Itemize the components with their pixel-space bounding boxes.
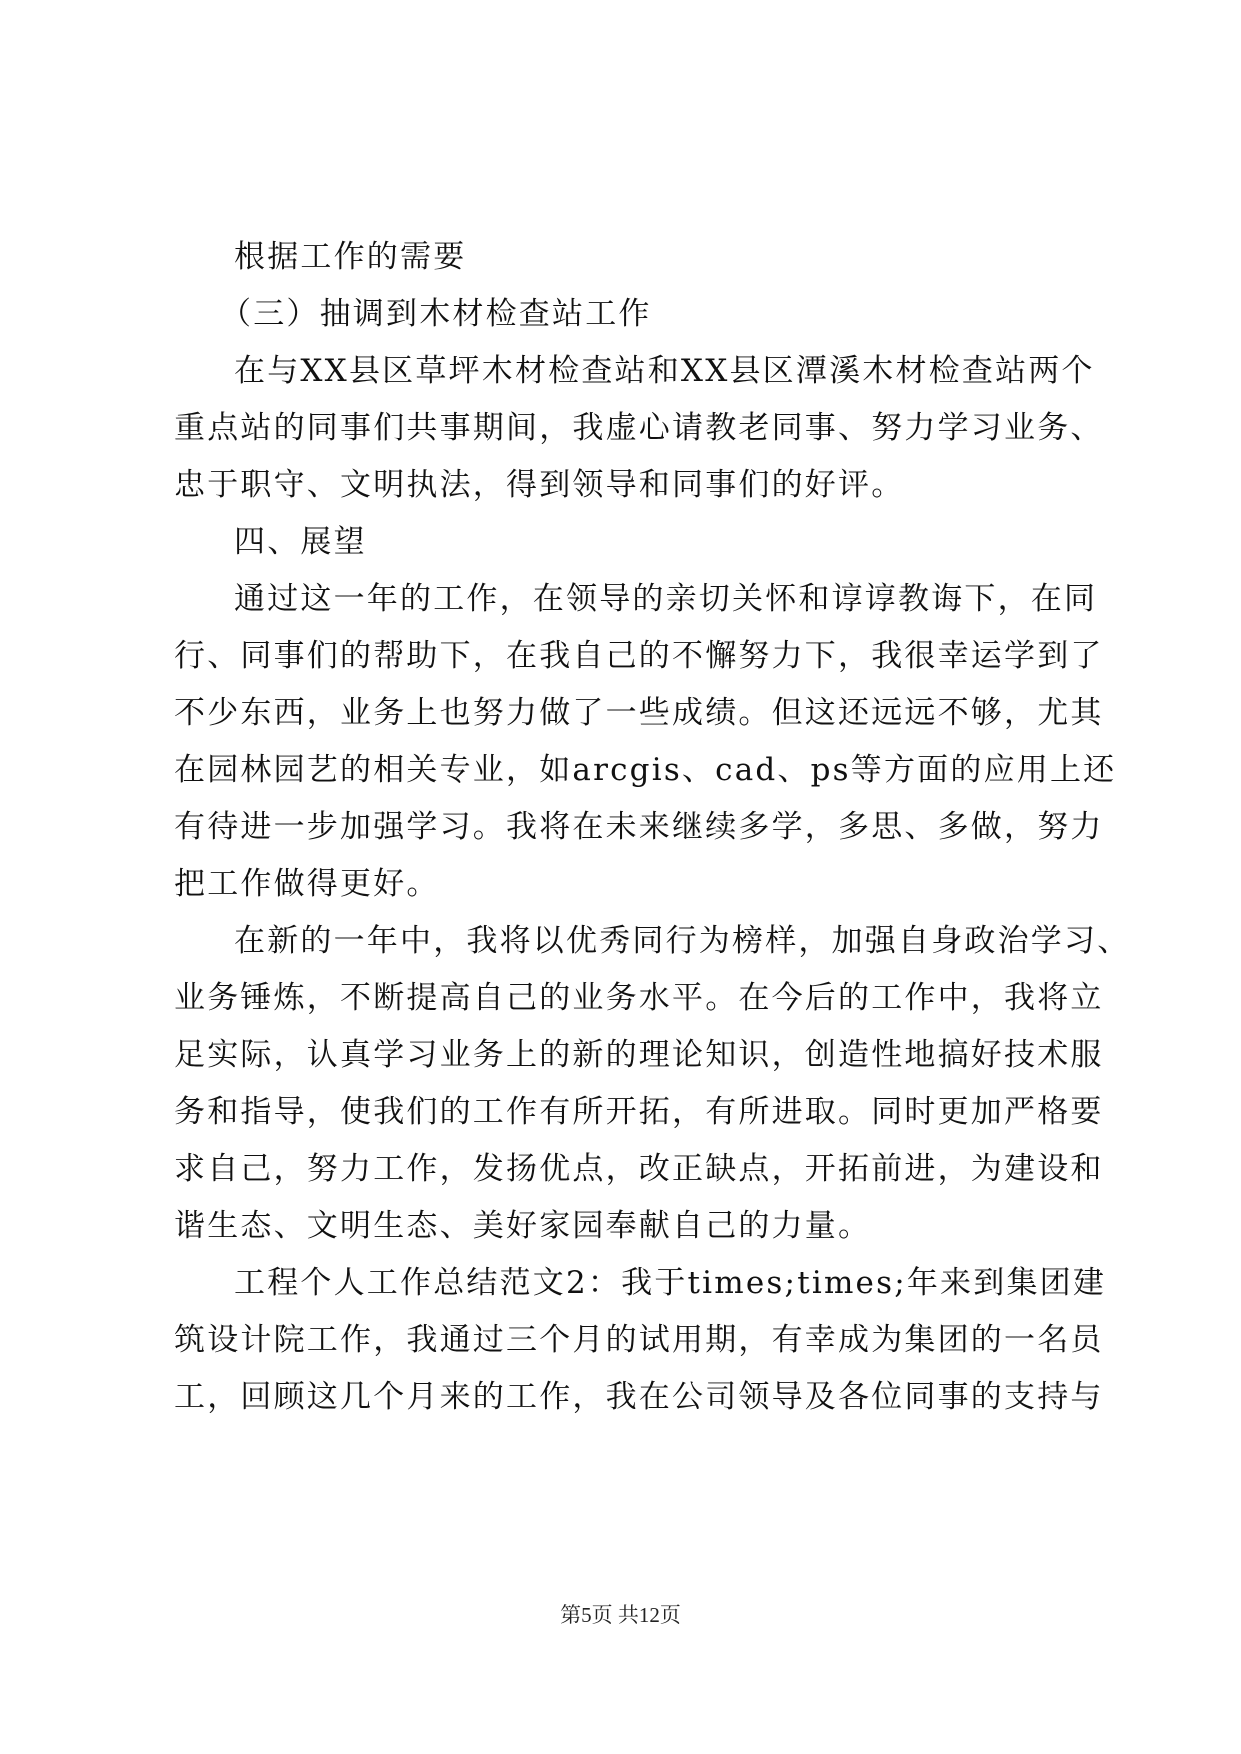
page-number-footer: 第5页 共12页 [560, 1603, 681, 1627]
text-line: 有待进一步加强学习。我将在未来继续多学，多思、多做，努力 [174, 809, 1104, 845]
text-line: 行、同事们的帮助下，在我自己的不懈努力下，我很幸运学到了 [174, 638, 1104, 674]
section-heading: （三）抽调到木材检查站工作 [220, 296, 652, 332]
text-line: 不少东西，业务上也努力做了一些成绩。但这还远远不够，尤其 [174, 695, 1104, 731]
text-line: 根据工作的需要 [234, 239, 467, 275]
text-line: 通过这一年的工作，在领导的亲切关怀和谆谆教诲下，在同 [234, 581, 1098, 617]
text-line: 筑设计院工作，我通过三个月的试用期，有幸成为集团的一名员 [174, 1322, 1104, 1358]
text-line: 谐生态、文明生态、美好家园奉献自己的力量。 [174, 1208, 872, 1244]
text-line: 求自己，努力工作，发扬优点，改正缺点，开拓前进，为建设和 [174, 1151, 1104, 1187]
text-line: 把工作做得更好。 [174, 866, 440, 902]
text-line: 忠于职守、文明执法，得到领导和同事们的好评。 [174, 467, 905, 503]
section-heading: 四、展望 [234, 524, 367, 560]
text-line: 业务锤炼，不断提高自己的业务水平。在今后的工作中，我将立 [174, 980, 1104, 1016]
text-line: 在园林园艺的相关专业，如arcgis、cad、ps等方面的应用上还 [174, 752, 1117, 788]
text-line: 重点站的同事们共事期间，我虚心请教老同事、努力学习业务、 [174, 410, 1104, 446]
text-line: 工，回顾这几个月来的工作，我在公司领导及各位同事的支持与 [174, 1379, 1104, 1415]
text-line: 在新的一年中，我将以优秀同行为榜样，加强自身政治学习、 [234, 923, 1131, 959]
text-line: 务和指导，使我们的工作有所开拓，有所进取。同时更加严格要 [174, 1094, 1104, 1130]
text-line: 足实际，认真学习业务上的新的理论知识，创造性地搞好技术服 [174, 1037, 1104, 1073]
text-line: 工程个人工作总结范文2：我于times;times;年来到集团建 [234, 1265, 1107, 1301]
text-line: 在与XX县区草坪木材检查站和XX县区潭溪木材检查站两个 [234, 353, 1095, 389]
